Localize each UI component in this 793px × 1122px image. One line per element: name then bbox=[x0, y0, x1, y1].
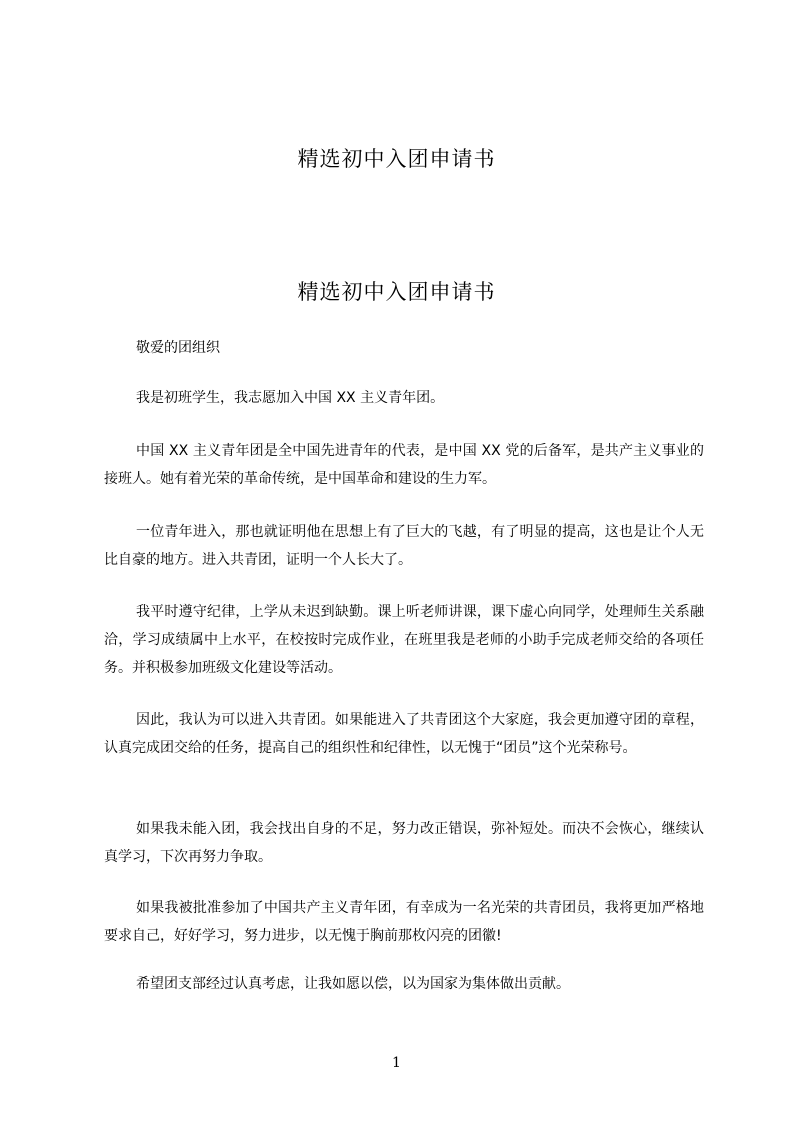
paragraph-significance: 一位青年进入，那也就证明他在思想上有了巨大的飞越，有了明显的提高，这也是让个人无比自豪的地方。进入共青团，证明一个人长大了。 bbox=[104, 524, 704, 568]
paragraph-if-approved: 如果我被批准参加了中国共产主义青年团，有幸成为一名光荣的共青团员，我将更加严格地要求自己，好好学习，努力进步，以无愧于胸前那枚闪亮的团徽! bbox=[104, 900, 704, 944]
paragraph-if-rejected: 如果我未能入团，我会找出自身的不足，努力改正错误，弥补短处。而决不会恢心，继续认真学习，下次再努力争取。 bbox=[104, 821, 704, 865]
page-number: 1 bbox=[392, 1055, 401, 1071]
paragraph-performance: 我平时遵守纪律，上学从未迟到缺勤。课上听老师讲课，课下虚心向同学，处理师生关系融洽，学习成绩属中上水平，在校按时完成作业，在班里我是老师的小助手完成老师交给的各项任务。并积极参加班级文化建设等活动。 bbox=[104, 604, 704, 676]
salutation: 敬爱的团组织 bbox=[136, 340, 220, 356]
paragraph-commitment: 因此，我认为可以进入共青团。如果能进入了共青团这个大家庭，我会更加遵守团的章程，认真完成团交给的任务，提高自己的组织性和纪律性，以无愧于“团员”这个光荣称号。 bbox=[104, 712, 704, 756]
paragraph-closing: 希望团支部经过认真考虑，让我如愿以偿，以为国家为集体做出贡献。 bbox=[136, 976, 570, 992]
paragraph-league-description: 中国 XX 主义青年团是全中国先进青年的代表，是中国 XX 党的后备军，是共产主义事业的接班人。她有着光荣的革命传统，是中国革命和建设的生力军。 bbox=[104, 443, 704, 487]
page-title: 精选初中入团申请书 bbox=[297, 280, 496, 304]
paragraph-intro: 我是初班学生，我志愿加入中国 XX 主义青年团。 bbox=[136, 390, 445, 406]
header-title: 精选初中入团申请书 bbox=[297, 147, 496, 171]
